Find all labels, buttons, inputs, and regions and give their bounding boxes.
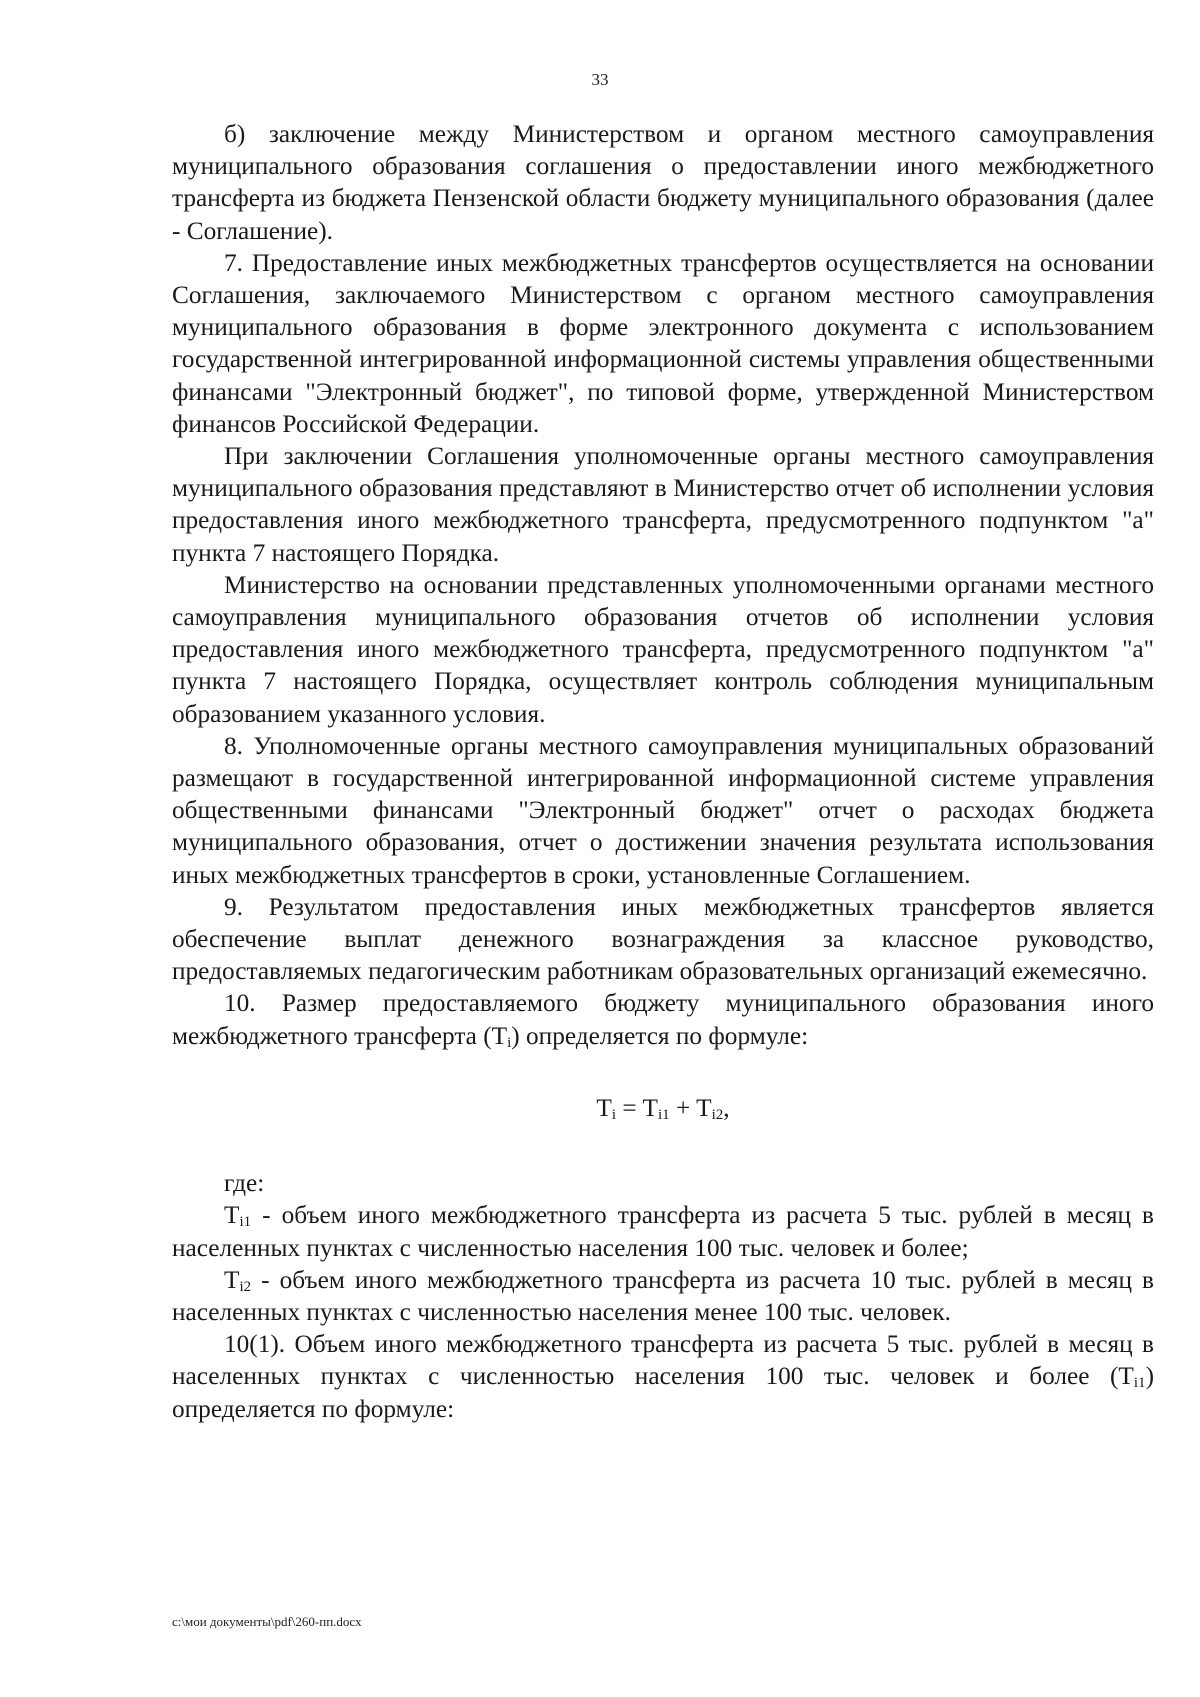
ti1-definition-text: - объем иного межбюджетного трансферта из расчета 5 тыс. рублей в месяц в населенных пунктах с численностью населения 100 тыс. человек и более; [172,1201,1154,1262]
formula-ti [172,1092,1154,1124]
formula-plus: + [669,1093,697,1122]
formula-term2-sub: i2 [711,1106,724,1123]
paragraph-8: 8. Уполномоченные органы местного самоуправления муниципальных образований размещают в государственной интегрированной информационной системе управления общественными финансами "Электронный бюджет" отчет о расходах бюджета муниципального образования, отчет о достижении значения результата использования иных межбюджетных трансфертов в сроки, установленные Соглашением. [172,731,1154,889]
formula-equals: = [616,1093,643,1122]
definition-ti2 [172,1264,1154,1328]
paragraph-10-1-text-after: ) определяется по формуле: [172,1362,1154,1423]
ti1-subscript: i1 [239,1214,252,1231]
formula-end: , [723,1093,730,1122]
formula-lhs: T [596,1093,612,1122]
paragraph-10-1 [172,1328,1154,1425]
formula-term2: T [696,1093,712,1122]
ti2-definition-text: - объем иного межбюджетного трансферта из расчета 10 тыс. рублей в месяц в населенных пунктах с численностью населения менее 100 тыс. человек. [172,1265,1154,1326]
ti2-subscript: i2 [239,1278,252,1295]
subscript: i1 [1133,1375,1146,1392]
ti1-symbol: T [224,1201,240,1230]
paragraph-10-text-before: 10. Размер предоставляемого бюджету муниципального образования иного межбюджетного трансферта (T [172,989,1154,1050]
formula-lhs-sub: i [611,1106,617,1123]
paragraph-10 [172,987,1154,1051]
paragraph-10-text-after: ) определяется по формуле: [511,1021,809,1050]
document-body [172,118,1154,1425]
definition-ti1 [172,1199,1154,1263]
paragraph-6b: б) заключение между Министерством и органом местного самоуправления муниципального образования соглашения о предоставлении иного межбюджетного трансферта из бюджета Пензенской области бюджету муниципального образования (далее - Соглашение). [172,120,1154,245]
subscript: i [507,1034,512,1051]
paragraph-9: 9. Результатом предоставления иных межбюджетных трансфертов является обеспечение выплат денежного вознаграждения за классное руководство, предоставляемых педагогическим работникам образовательных организаций ежемесячно. [172,892,1154,986]
paragraph-7: 7. Предоставление иных межбюджетных трансфертов осуществляется на основании Соглашения, заключаемого Министерством с органом местного самоуправления муниципального образования в форме электронного документа с использованием государственной интегрированной информационной системы управления общественными финансами "Электронный бюджет", по типовой форме, утвержденной Министерством финансов Российской Федерации. [172,248,1154,438]
paragraph-10-1-text-before: 10(1). Объем иного межбюджетного трансферта из расчета 5 тыс. рублей в месяц в населенных пунктах с численностью населения 100 тыс. человек и более (T [172,1330,1154,1391]
page-number: 33 [591,70,609,89]
paragraph-7-control: Министерство на основании представленных уполномоченными органами местного самоуправления муниципального образования отчетов об исполнении условия предоставления иного межбюджетного трансферта, предусмотренного подпунктом "а" пункта 7 настоящего Порядка, осуществляет контроль соблюдения муниципальным образованием указанного условия. [172,570,1154,728]
ti2-symbol: T [224,1265,240,1294]
formula-term1-sub: i1 [657,1106,670,1123]
where-label: где: [224,1169,265,1198]
formula-term1: T [642,1093,658,1122]
footer-file-path: c:\мои документы\pdf\260-пп.docx [172,1614,362,1629]
paragraph-7-report: При заключении Соглашения уполномоченные органы местного самоуправления муниципального образования представляют в Министерство отчет об исполнении условия предоставления иного межбюджетного трансферта, предусмотренного подпунктом "а" пункта 7 настоящего Порядка. [172,442,1154,567]
